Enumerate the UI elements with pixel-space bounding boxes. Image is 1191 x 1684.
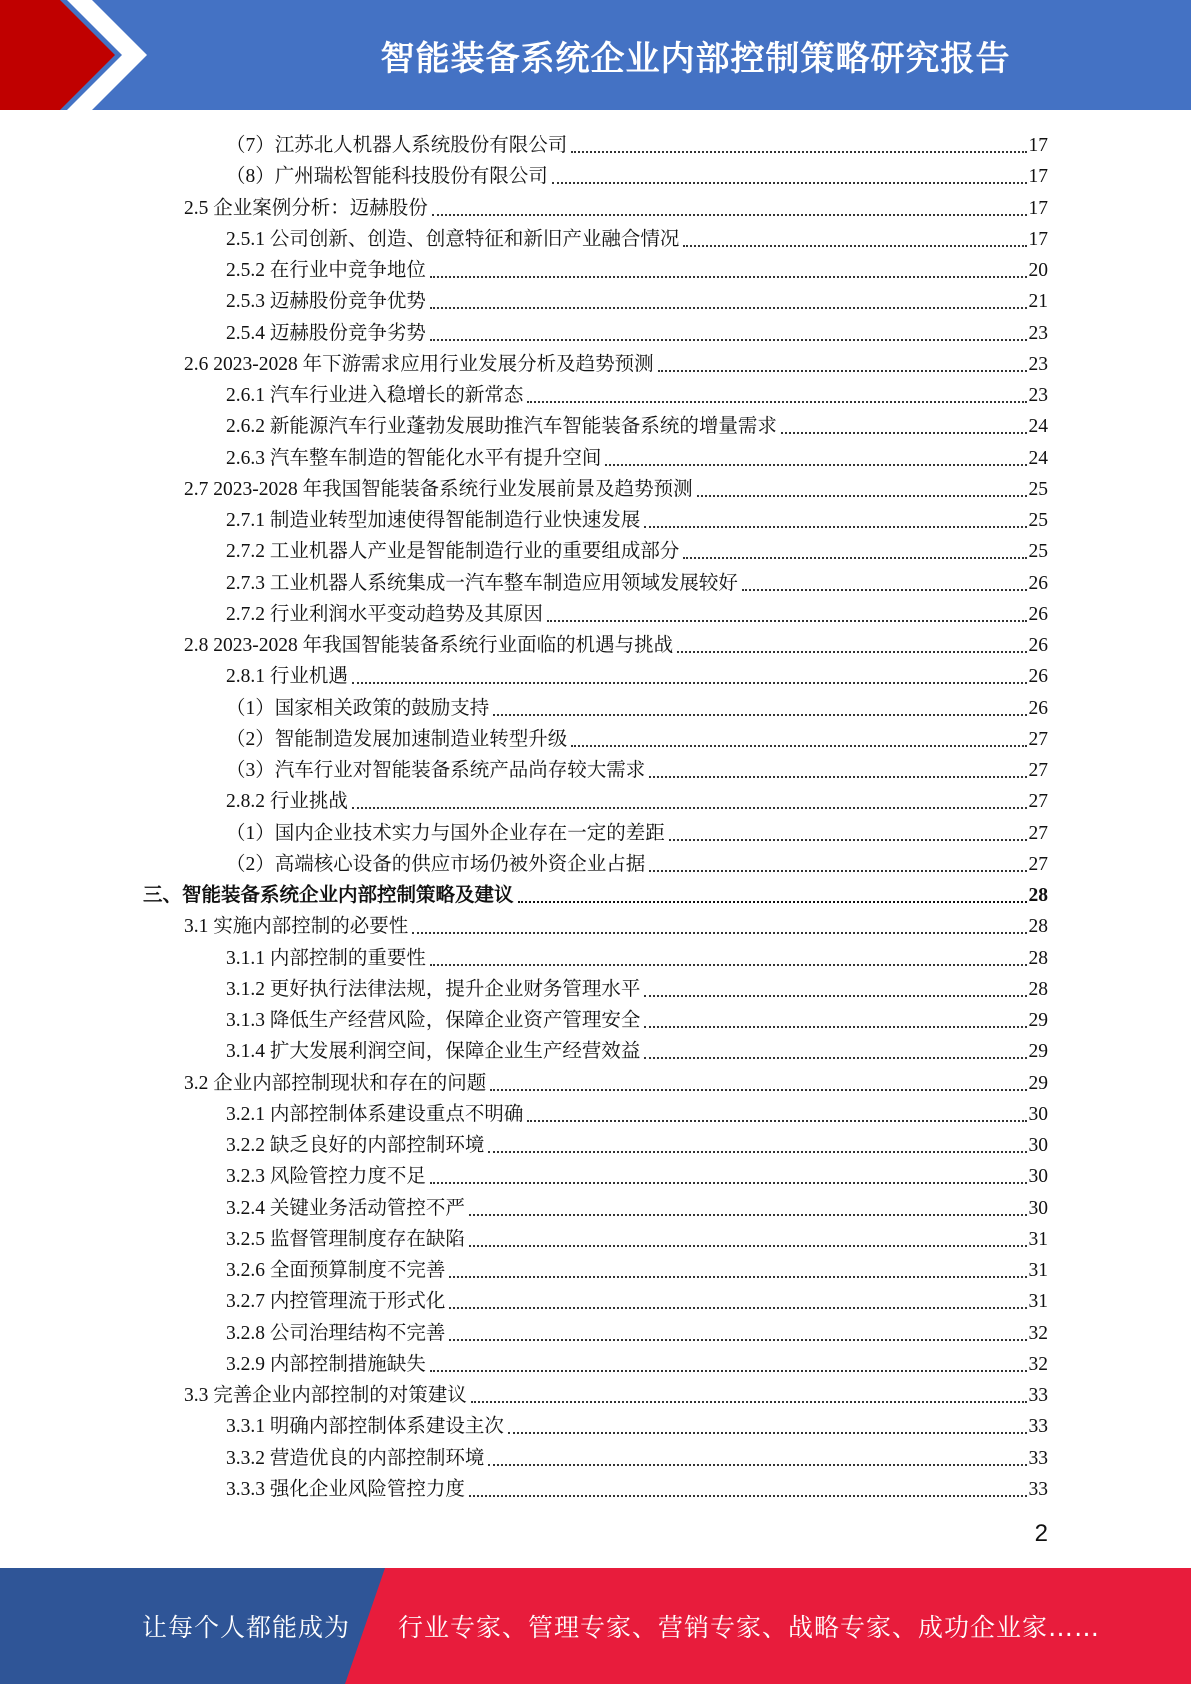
toc-entry[interactable] xyxy=(226,1159,1048,1190)
toc-entry-label: 3.2.1 内部控制体系建设重点不明确 xyxy=(226,1103,524,1125)
toc-entry-page: 26 xyxy=(1028,697,1048,719)
toc-entry[interactable] xyxy=(226,253,1048,284)
toc-entry[interactable] xyxy=(226,1441,1048,1472)
toc-dot-leader xyxy=(644,1056,1026,1059)
toc-entry[interactable] xyxy=(226,722,1048,753)
toc-entry-page: 29 xyxy=(1028,1010,1048,1031)
toc-entry-label: 3.3 完善企业内部控制的对策建议 xyxy=(184,1385,467,1406)
toc-dot-leader xyxy=(697,494,1027,497)
toc-entry[interactable] xyxy=(226,284,1048,315)
toc-entry[interactable] xyxy=(226,1316,1048,1347)
toc-dot-leader xyxy=(683,556,1026,559)
toc-entry[interactable] xyxy=(226,316,1048,347)
toc-entry-page: 28 xyxy=(1028,916,1048,938)
toc-entry-page: 24 xyxy=(1028,447,1048,469)
toc-entry-page: 27 xyxy=(1028,760,1048,781)
toc-entry[interactable] xyxy=(226,784,1048,815)
toc-entry-page: 23 xyxy=(1028,353,1048,375)
toc-dot-leader xyxy=(527,400,1026,403)
toc-entry[interactable] xyxy=(226,816,1048,847)
toc-dot-leader xyxy=(471,1400,1027,1403)
toc-entry[interactable] xyxy=(226,691,1048,722)
toc-dot-leader xyxy=(649,775,1026,778)
toc-entry-page: 17 xyxy=(1028,228,1048,250)
toc-entry[interactable] xyxy=(226,1347,1048,1378)
toc-entry-label: 2.7 2023-2028 年我国智能装备系统行业发展前景及趋势预测 xyxy=(184,478,693,500)
toc-dot-leader xyxy=(432,213,1027,216)
toc-entry-page: 30 xyxy=(1028,1103,1048,1125)
toc-entry[interactable] xyxy=(226,597,1048,628)
toc-entry[interactable] xyxy=(226,534,1048,565)
toc-entry-label: 2.6.2 新能源汽车行业蓬勃发展助推汽车智能装备系统的增量需求 xyxy=(226,416,777,438)
toc-entry-page: 27 xyxy=(1028,853,1048,875)
toc-dot-leader xyxy=(469,1494,1027,1497)
toc-entry-page: 30 xyxy=(1028,1135,1048,1156)
toc-entry-page: 30 xyxy=(1028,1197,1048,1219)
toc-dot-leader xyxy=(571,150,1026,153)
toc-dot-leader xyxy=(552,181,1027,184)
toc-entry-label: 3.3.3 强化企业风险管控力度 xyxy=(226,1478,465,1500)
toc-entry[interactable] xyxy=(184,1378,1048,1409)
toc-entry-page: 25 xyxy=(1028,478,1048,500)
toc-entry[interactable] xyxy=(226,1472,1048,1503)
toc-entry-page: 26 xyxy=(1028,666,1048,688)
toc-dot-leader xyxy=(352,681,1027,684)
toc-dot-leader xyxy=(644,994,1026,997)
toc-entry-label: 2.7.3 工业机器人系统集成一汽车整车制造应用领域发展较好 xyxy=(226,572,738,594)
footer-slogan-right: 行业专家、管理专家、营销专家、战略专家、成功企业家…… xyxy=(398,1613,1101,1642)
toc-dot-leader xyxy=(412,931,1026,934)
toc-dot-leader xyxy=(488,1463,1026,1466)
toc-entry-label: 2.7.2 行业利润水平变动趋势及其原因 xyxy=(226,603,543,625)
toc-entry-page: 31 xyxy=(1028,1228,1048,1250)
toc-entry[interactable] xyxy=(226,847,1048,878)
toc-entry[interactable] xyxy=(226,1191,1048,1222)
toc-dot-leader xyxy=(449,1306,1026,1309)
toc-entry-label: 2.8 2023-2028 年我国智能装备系统行业面临的机遇与挑战 xyxy=(184,635,674,656)
toc-entry[interactable] xyxy=(226,222,1048,253)
toc-entry-label: 三、智能装备系统企业内部控制策略及建议 xyxy=(143,885,514,906)
toc-dot-leader xyxy=(669,838,1027,841)
toc-entry[interactable] xyxy=(184,909,1048,940)
toc-dot-leader xyxy=(493,713,1026,716)
toc-dot-leader xyxy=(430,306,1027,309)
toc-entry-page: 33 xyxy=(1028,1478,1048,1500)
toc-dot-leader xyxy=(644,1025,1026,1028)
toc-entry-page: 27 xyxy=(1028,728,1048,750)
toc-entry[interactable] xyxy=(184,1066,1048,1097)
toc-entry-page: 33 xyxy=(1028,1385,1048,1406)
toc-entry-label: 2.7.1 制造业转型加速使得智能制造行业快速发展 xyxy=(226,510,641,531)
toc-entry-label: 2.6 2023-2028 年下游需求应用行业发展分析及趋势预测 xyxy=(184,353,654,375)
toc-dot-leader xyxy=(605,463,1026,466)
toc-dot-leader xyxy=(430,963,1027,966)
toc-entry-page: 32 xyxy=(1028,1322,1048,1344)
toc-dot-leader xyxy=(547,619,1027,622)
toc-entry[interactable] xyxy=(226,409,1048,440)
toc-dot-leader xyxy=(518,900,1027,903)
toc-entry[interactable] xyxy=(226,659,1048,690)
toc-entry-page: 17 xyxy=(1028,166,1048,188)
toc-entry-page: 30 xyxy=(1028,1166,1048,1188)
toc-entry-label: 3.2.4 关键业务活动管控不严 xyxy=(226,1197,465,1219)
toc-entry-page: 28 xyxy=(1028,978,1048,1000)
toc-entry-page: 25 xyxy=(1028,510,1048,531)
toc-entry-page: 21 xyxy=(1028,291,1048,313)
toc-entry-label: （1）国内企业技术实力与国外企业存在一定的差距 xyxy=(226,822,665,844)
toc-entry-label: 3.2.6 全面预算制度不完善 xyxy=(226,1260,446,1281)
header-band xyxy=(0,0,1191,110)
toc-entry[interactable] xyxy=(226,441,1048,472)
toc-dot-leader xyxy=(449,1338,1026,1341)
toc-entry-label: 3.1 实施内部控制的必要性 xyxy=(184,916,409,938)
toc-entry-label: 2.5.2 在行业中竞争地位 xyxy=(226,260,426,281)
toc-entry-page: 29 xyxy=(1028,1041,1048,1063)
toc-entry-label: 2.5 企业案例分析：迈赫股份 xyxy=(184,197,428,219)
toc-dot-leader xyxy=(469,1244,1027,1247)
toc-entry[interactable] xyxy=(184,472,1048,503)
toc-entry[interactable] xyxy=(226,1409,1048,1440)
toc-dot-leader xyxy=(430,1181,1027,1184)
toc-entry-page: 31 xyxy=(1028,1291,1048,1313)
footer-slogan-left: 让每个人都能成为 xyxy=(142,1613,351,1642)
toc-entry-page: 23 xyxy=(1028,385,1048,406)
toc-entry-label: 3.2.7 内控管理流于形式化 xyxy=(226,1291,446,1313)
toc-entry[interactable] xyxy=(226,159,1048,190)
toc-dot-leader xyxy=(508,1431,1027,1434)
toc-entry-label: 2.7.2 工业机器人产业是智能制造行业的重要组成部分 xyxy=(226,541,680,563)
toc-entry-label: 3.3.1 明确内部控制体系建设主次 xyxy=(226,1416,504,1438)
toc-entry-page: 31 xyxy=(1028,1260,1048,1281)
toc-entry-page: 29 xyxy=(1028,1072,1048,1094)
report-title: 智能装备系统企业内部控制策略研究报告 xyxy=(380,38,1011,79)
toc-entry-page: 27 xyxy=(1028,822,1048,844)
toc-dot-leader xyxy=(449,1275,1026,1278)
toc-entry[interactable] xyxy=(226,503,1048,534)
toc-entry-page: 20 xyxy=(1028,260,1048,281)
toc-dot-leader xyxy=(430,1369,1027,1372)
toc-entry-label: （7）江苏北人机器人系统股份有限公司 xyxy=(226,135,568,156)
toc-entry[interactable] xyxy=(226,378,1048,409)
toc-entry[interactable] xyxy=(226,941,1048,972)
toc-entry-label: 2.6.1 汽车行业进入稳增长的新常态 xyxy=(226,385,524,406)
toc-entry-label: （3）汽车行业对智能装备系统产品尚存较大需求 xyxy=(226,760,646,781)
toc-entry[interactable] xyxy=(226,1003,1048,1034)
toc-entry-label: （2）智能制造发展加速制造业转型升级 xyxy=(226,728,568,750)
toc-dot-leader xyxy=(781,431,1027,434)
toc-dot-leader xyxy=(527,1119,1026,1122)
toc-entry-page: 32 xyxy=(1028,1353,1048,1375)
toc-entry[interactable] xyxy=(143,878,1048,909)
footer-band xyxy=(0,1568,1191,1684)
toc-dot-leader xyxy=(430,275,1027,278)
toc-dot-leader xyxy=(742,588,1027,591)
toc-entry[interactable] xyxy=(226,1284,1048,1315)
toc-entry[interactable] xyxy=(226,1222,1048,1253)
toc-entry-label: 3.1.2 更好执行法律法规，提升企业财务管理水平 xyxy=(226,978,641,1000)
toc-entry-label: 3.2.8 公司治理结构不完善 xyxy=(226,1322,446,1344)
toc-entry-page: 25 xyxy=(1028,541,1048,563)
page-number: 2 xyxy=(1034,1520,1048,1547)
toc-entry[interactable] xyxy=(226,972,1048,1003)
toc-entry-label: 3.2.3 风险管控力度不足 xyxy=(226,1166,426,1188)
toc-entry-page: 26 xyxy=(1028,572,1048,594)
toc-dot-leader xyxy=(649,869,1026,872)
toc-entry-label: 3.2 企业内部控制现状和存在的问题 xyxy=(184,1072,487,1094)
toc-entry-label: （1）国家相关政策的鼓励支持 xyxy=(226,697,490,719)
toc-entry-label: 3.1.1 内部控制的重要性 xyxy=(226,947,426,969)
toc-entry[interactable] xyxy=(184,628,1048,659)
toc-entry-label: 3.2.2 缺乏良好的内部控制环境 xyxy=(226,1135,485,1156)
toc-entry[interactable] xyxy=(226,566,1048,597)
toc-dot-leader xyxy=(677,650,1026,653)
toc-entry[interactable] xyxy=(184,191,1048,222)
toc-dot-leader xyxy=(430,338,1027,341)
toc-entry[interactable] xyxy=(226,1253,1048,1284)
toc-entry-label: 2.8.2 行业挑战 xyxy=(226,791,348,813)
toc-entry-page: 23 xyxy=(1028,322,1048,344)
toc-dot-leader xyxy=(488,1150,1026,1153)
toc-dot-leader xyxy=(571,744,1026,747)
toc-entry[interactable] xyxy=(226,1128,1048,1159)
toc-entry[interactable] xyxy=(226,1097,1048,1128)
toc-entry-page: 17 xyxy=(1028,197,1048,219)
toc-entry-label: 2.5.1 公司创新、创造、创意特征和新旧产业融合情况 xyxy=(226,228,680,250)
toc-entry-label: 2.8.1 行业机遇 xyxy=(226,666,348,688)
toc-entry-label: 3.2.9 内部控制措施缺失 xyxy=(226,1353,426,1375)
toc-entry-label: 2.6.3 汽车整车制造的智能化水平有提升空间 xyxy=(226,447,602,469)
toc-entry-page: 33 xyxy=(1028,1447,1048,1469)
toc-dot-leader xyxy=(490,1088,1026,1091)
toc-entry-page: 28 xyxy=(1028,947,1048,969)
toc-entry-page: 26 xyxy=(1028,603,1048,625)
toc-entry-label: （2）高端核心设备的供应市场仍被外资企业占据 xyxy=(226,853,646,875)
toc-entry-label: 2.5.3 迈赫股份竞争优势 xyxy=(226,291,426,313)
toc-entry-label: 3.1.3 降低生产经营风险，保障企业资产管理安全 xyxy=(226,1010,641,1031)
toc-entry-label: 3.1.4 扩大发展利润空间，保障企业生产经营效益 xyxy=(226,1041,641,1063)
toc-entry-label: （8）广州瑞松智能科技股份有限公司 xyxy=(226,166,548,188)
toc-entry-label: 3.2.5 监督管理制度存在缺陷 xyxy=(226,1228,465,1250)
toc-entry-page: 24 xyxy=(1028,416,1048,438)
chevron-decoration-icon xyxy=(0,0,160,110)
toc-entry-page: 17 xyxy=(1028,135,1048,156)
toc-dot-leader xyxy=(352,806,1027,809)
toc-entry-label: 3.3.2 营造优良的内部控制环境 xyxy=(226,1447,485,1469)
toc-dot-leader xyxy=(644,525,1026,528)
toc-dot-leader xyxy=(469,1213,1027,1216)
toc-entry-page: 33 xyxy=(1028,1416,1048,1438)
toc-entry[interactable] xyxy=(184,347,1048,378)
toc-entry[interactable] xyxy=(226,128,1048,159)
toc-entry-page: 26 xyxy=(1028,635,1048,656)
toc-dot-leader xyxy=(658,369,1027,372)
toc-entry-page: 27 xyxy=(1028,791,1048,813)
toc-entry[interactable] xyxy=(226,1034,1048,1065)
toc-entry-label: 2.5.4 迈赫股份竞争劣势 xyxy=(226,322,426,344)
toc-entry[interactable] xyxy=(226,753,1048,784)
toc-dot-leader xyxy=(683,244,1026,247)
toc-entry-page: 28 xyxy=(1028,885,1048,906)
